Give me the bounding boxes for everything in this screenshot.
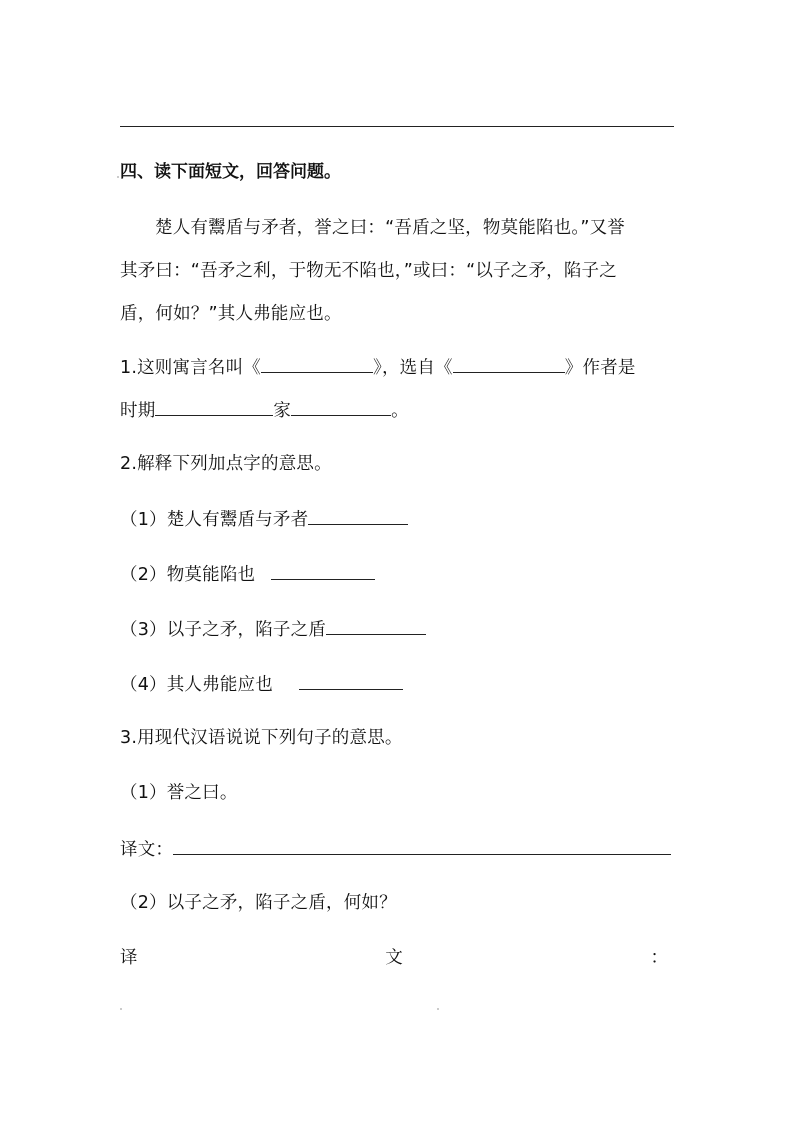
translation-char-3: ： xyxy=(650,948,668,968)
translation-label: 译文： xyxy=(120,840,174,860)
question-1-text-a: 1.这则寓言名叫《 xyxy=(120,358,261,378)
question-2-item-1 xyxy=(120,506,408,532)
translation-blank-1[interactable] xyxy=(173,836,671,855)
question-1-text-c: 》作者是 xyxy=(564,358,636,378)
passage-line-2: 其矛曰：“吾矛之利，于物无不陷也，”或曰：“以子之矛，陷子之 xyxy=(120,261,617,281)
passage-line-3: 盾，何如？”其人弗能应也。 xyxy=(120,304,342,324)
answer-blank-2-3[interactable] xyxy=(326,616,426,635)
question-2-item-3 xyxy=(120,616,426,642)
question-1-text-f: 。 xyxy=(391,401,409,421)
question-2-item-4 xyxy=(120,671,403,697)
answer-blank-2-2[interactable] xyxy=(271,561,375,580)
question-1-text-d: 时期 xyxy=(120,401,156,421)
passage-line-1: 楚人有鬻盾与矛者，誉之曰：“吾盾之坚，物莫能陷也。”又誉 xyxy=(155,218,625,238)
source-book-blank[interactable] xyxy=(453,354,565,373)
question-1-line-2 xyxy=(120,397,409,423)
translation-char-2: 文 xyxy=(385,948,403,968)
answer-blank-2-4[interactable] xyxy=(299,671,403,690)
question-2-item-3-text: （3）以子之矛，陷子之盾 xyxy=(120,620,327,640)
fable-title-blank[interactable] xyxy=(261,354,373,373)
top-rule xyxy=(120,126,674,127)
question-2-item-2 xyxy=(120,561,375,587)
translation-line-2 xyxy=(120,946,668,970)
stray-dot-2 xyxy=(437,1008,439,1010)
question-2-item-2-text: （2）物莫能陷也 xyxy=(120,565,256,585)
translation-line-1 xyxy=(120,836,671,862)
stray-dot-3 xyxy=(117,176,119,178)
translation-char-1: 译 xyxy=(120,948,138,968)
question-2-item-4-text: （4）其人弗能应也 xyxy=(120,675,273,695)
period-blank[interactable] xyxy=(155,397,273,416)
question-1-text-e: 家 xyxy=(273,401,292,421)
question-3-prompt: 3.用现代汉语说说下列句子的意思。 xyxy=(120,728,403,748)
answer-blank-2-1[interactable] xyxy=(308,506,408,525)
section-title: 四、读下面短文，回答问题。 xyxy=(120,162,341,182)
question-3-item-2: （2）以子之矛，陷子之盾，何如？ xyxy=(120,893,397,913)
question-3-item-1: （1）誉之曰。 xyxy=(120,783,238,803)
school-blank[interactable] xyxy=(291,397,391,416)
question-2-prompt: 2.解释下列加点字的意思。 xyxy=(120,454,332,474)
stray-dot-1 xyxy=(120,1008,122,1010)
question-1-text-b: 》，选自《 xyxy=(373,358,453,378)
question-1-line-1 xyxy=(120,354,636,380)
question-2-item-1-text: （1）楚人有鬻盾与矛者 xyxy=(120,510,309,530)
